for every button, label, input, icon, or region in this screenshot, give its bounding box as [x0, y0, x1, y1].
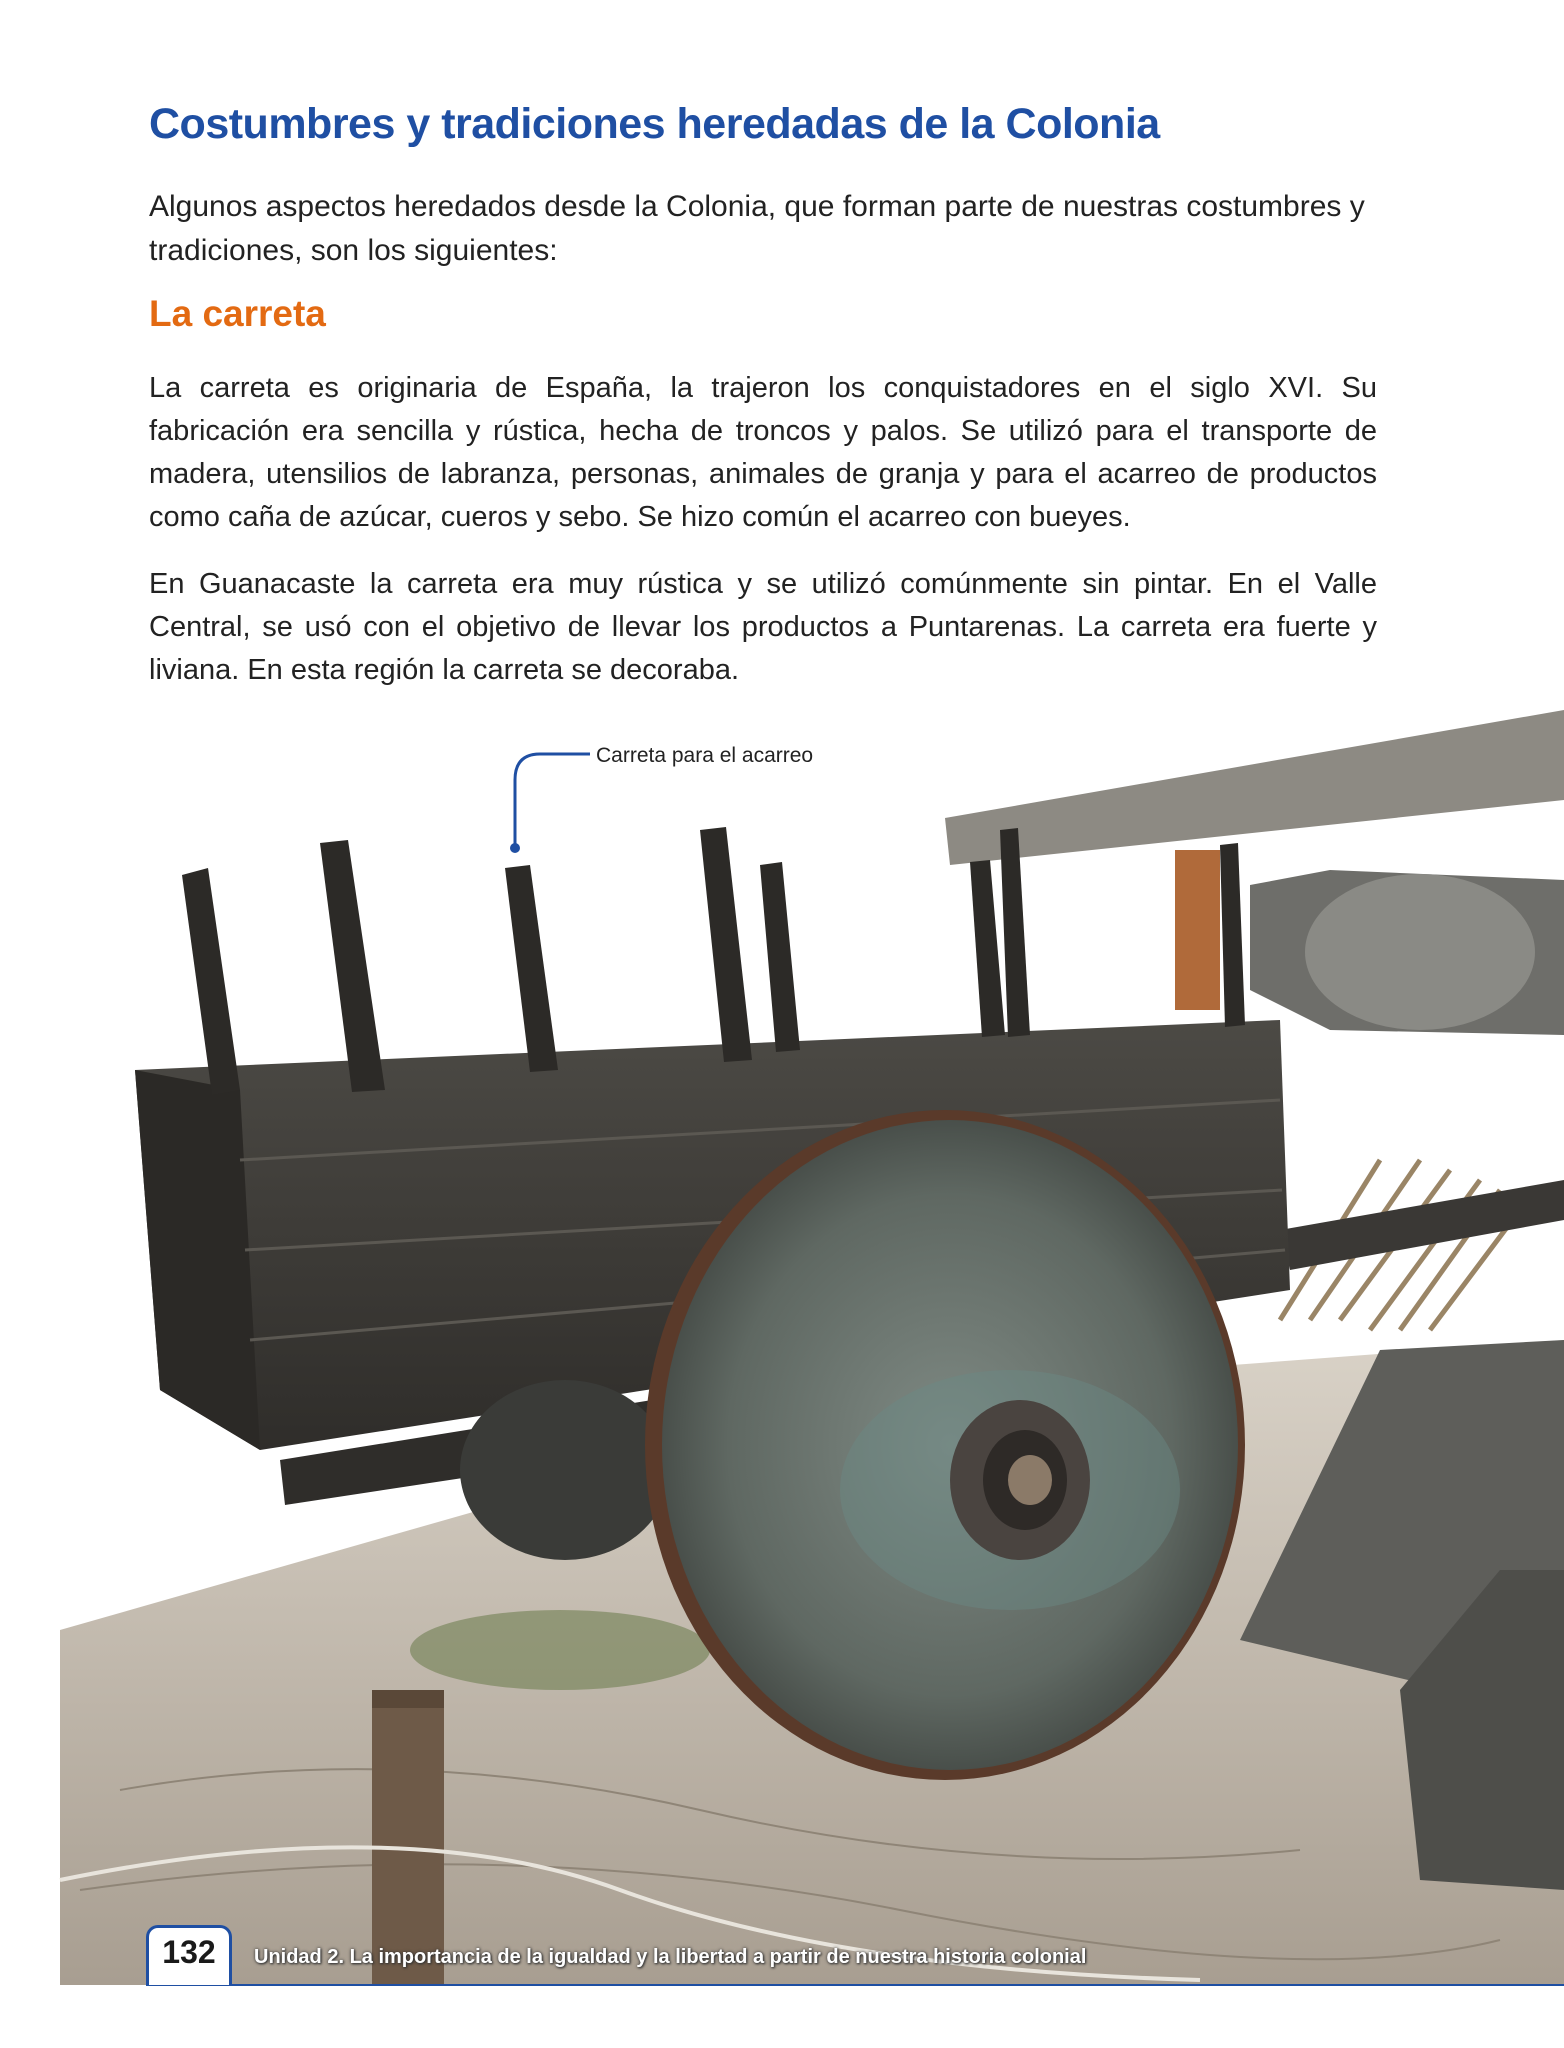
intro-paragraph: Algunos aspectos heredados desde la Colonia, que forman parte de nuestras costumbres y tradiciones, son los siguientes:: [149, 190, 1365, 267]
oxcart-photo: [0, 690, 1564, 2000]
page-number: 132: [162, 1934, 216, 1970]
section-title: La carreta: [149, 293, 326, 334]
paragraph-origin: La carreta es originaria de España, la trajeron los conquistadores en el siglo XVI. Su fabricación era sencilla y rústica, hecha de troncos y palos. Se utilizó para el transporte de madera, utensilios de labranza, personas, animales de granja y para el acarreo de productos como caña de azúcar, cueros y sebo. Se hizo común el acarreo con bueyes.: [149, 372, 1377, 533]
paragraph-regions: En Guanacaste la carreta era muy rústica y se utilizó comúnmente sin pintar. En el Valle Central, se usó con el objetivo de llevar los productos a Puntarenas. La carreta era fuerte y liviana. En esta región la carreta se decoraba.: [149, 568, 1377, 686]
unit-footer-text: Unidad 2. La importancia de la igualdad y la libertad a partir de nuestra historia colonial: [254, 1946, 1087, 1968]
photo-caption: Carreta para el acarreo: [596, 744, 814, 767]
footer-rule: [146, 1984, 1564, 1986]
page-title: Costumbres y tradiciones heredadas de la Colonia: [149, 100, 1160, 148]
